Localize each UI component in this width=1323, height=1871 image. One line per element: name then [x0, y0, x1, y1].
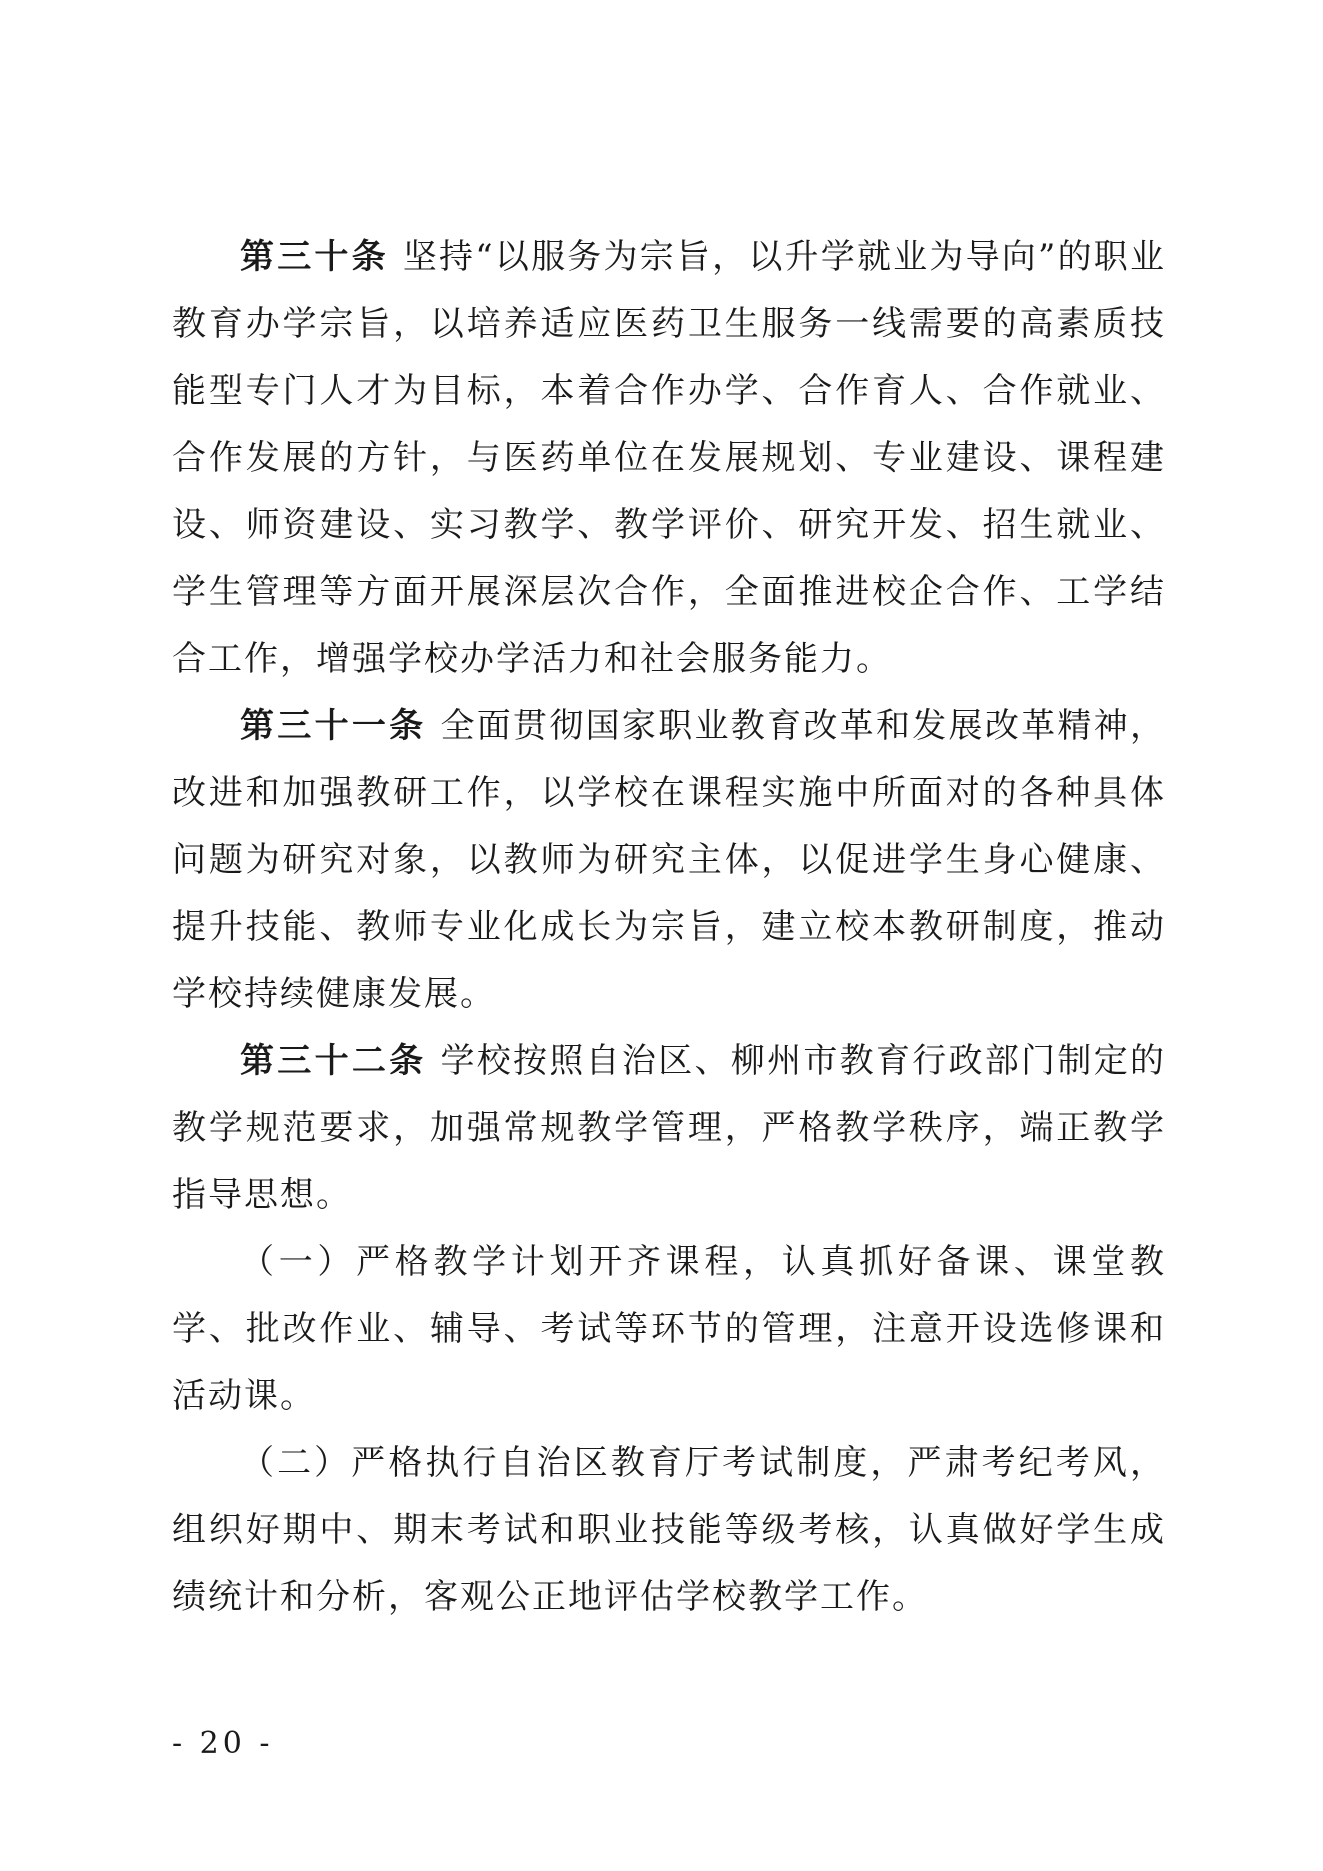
article-32-item-1: （一）严格教学计划开齐课程，认真抓好备课、课堂教学、批改作业、辅导、考试等环节的管理，注意开设选修课和活动课。	[172, 1242, 1166, 1416]
article-30-heading: 第三十条	[240, 237, 389, 277]
article-32-text: 学校按照自治区、柳州市教育行政部门制定的教学规范要求，加强常规教学管理，严格教学秩序，端正教学指导思想。	[172, 1041, 1167, 1215]
article-30	[172, 224, 1166, 693]
article-30-text: 坚持“以服务为宗旨，以升学就业为导向”的职业教育办学宗旨，以培养适应医药卫生服务一线需要的高素质技能型专门人才为目标，本着合作办学、合作育人、合作就业、合作发展的方针，与医药单位在发展规划、专业建设、课程建设、师资建设、实习教学、教学评价、研究开发、招生就业、学生管理等方面开展深层次合作，全面推进校企合作、工学结合工作，增强学校办学活力和社会服务能力。	[172, 237, 1167, 679]
article-32-heading: 第三十二条	[240, 1041, 427, 1081]
article-31	[172, 693, 1166, 1028]
article-32	[172, 1028, 1166, 1229]
document-body	[172, 224, 1166, 1631]
article-31-text: 全面贯彻国家职业教育改革和发展改革精神，改进和加强教研工作，以学校在课程实施中所面对的各种具体问题为研究对象，以教师为研究主体，以促进学生身心健康、提升技能、教师专业化成长为宗旨，建立校本教研制度，推动学校持续健康发展。	[172, 706, 1167, 1014]
article-31-heading: 第三十一条	[240, 706, 427, 746]
article-32-item-2: （二）严格执行自治区教育厅考试制度，严肃考纪考风，组织好期中、期末考试和职业技能等级考核，认真做好学生成绩统计和分析，客观公正地评估学校教学工作。	[172, 1443, 1166, 1617]
page-number: - 20 -	[172, 1726, 274, 1761]
